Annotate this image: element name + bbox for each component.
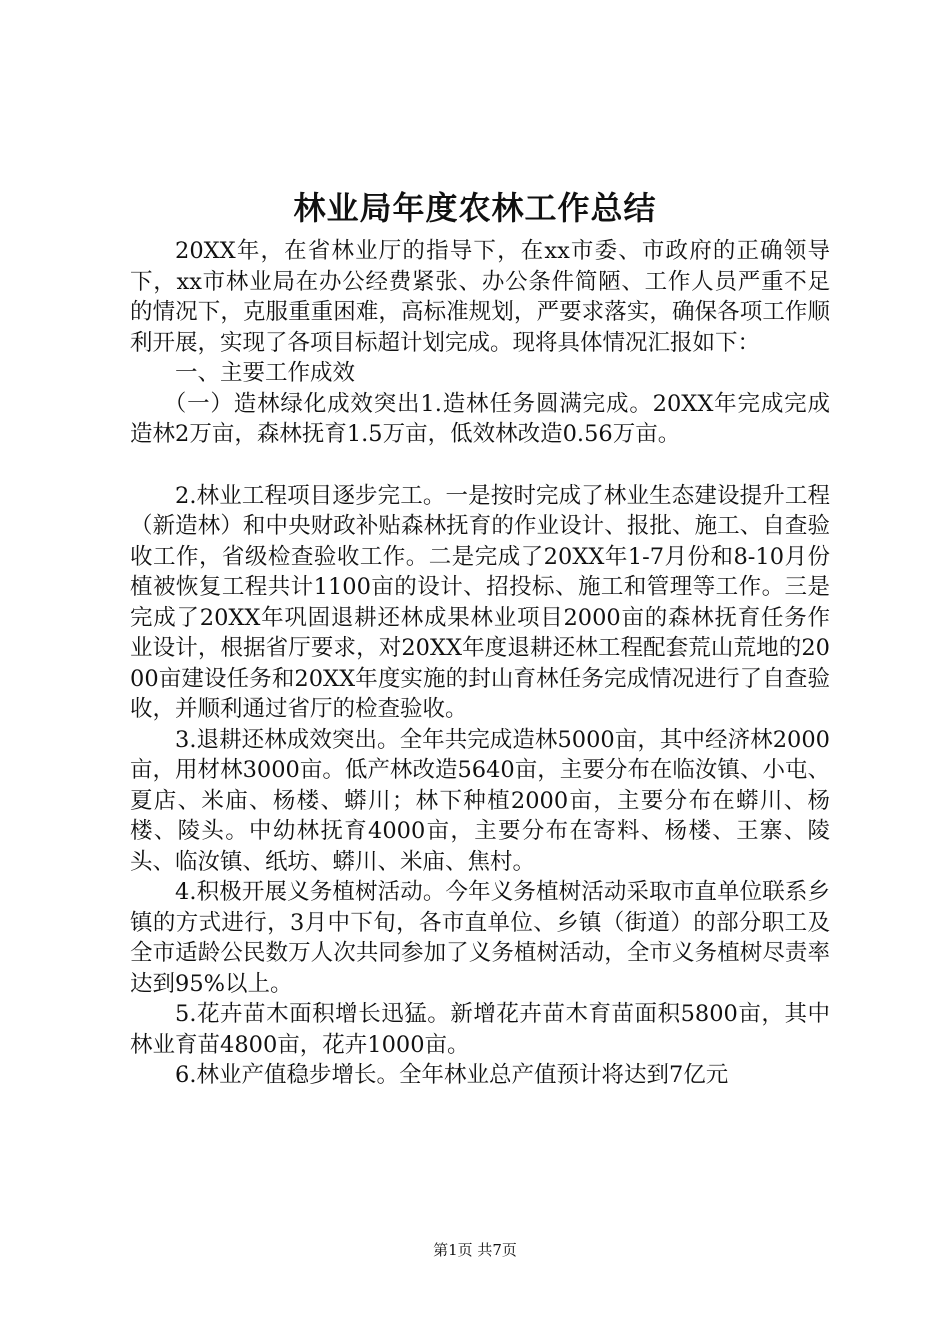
- body-paragraph: 6.林业产值稳步增长。全年林业总产值预计将达到7亿元: [175, 1062, 729, 1088]
- paragraph-spacer: [130, 450, 830, 481]
- document-title: 林业局年度农林工作总结: [293, 189, 657, 227]
- document-body: [130, 236, 830, 1091]
- body-paragraph: 5.花卉苗木面积增长迅猛。新增花卉苗木育苗面积5800亩，其中林业育苗4800亩，花卉1000亩。: [130, 1001, 830, 1058]
- page-footer: 第1页 共7页: [433, 1241, 517, 1259]
- intro-paragraph: 20XX年，在省林业厅的指导下，在xx市委、市政府的正确领导下，xx市林业局在办公经费紧张、办公条件简陋、工作人员严重不足的情况下，克服重重困难，高标准规划，严要求落实，确保各项工作顺利开展，实现了各项目标超计划完成。现将具体情况汇报如下：: [130, 238, 830, 356]
- body-paragraph: 3.退耕还林成效突出。全年共完成造林5000亩，其中经济林2000亩，用材林3000亩。低产林改造5640亩，主要分布在临汝镇、小屯、夏店、米庙、杨楼、蟒川；林下种植2000亩，主要分布在蟒川、杨楼、陵头。中幼林抚育4000亩，主要分布在寄料、杨楼、王寨、陵头、临汝镇、纸坊、蟒川、米庙、焦村。: [130, 726, 830, 875]
- subsection-paragraph: （一）造林绿化成效突出1.造林任务圆满完成。20XX年完成完成造林2万亩，森林抚育1.5万亩，低效林改造0.56万亩。: [130, 390, 830, 447]
- body-paragraph: 4.积极开展义务植树活动。今年义务植树活动采取市直单位联系乡镇的方式进行，3月中下旬，各市直单位、乡镇（街道）的部分职工及全市适龄公民数万人次共同参加了义务植树活动，全市义务植树尽责率达到95%以上。: [130, 879, 830, 997]
- body-paragraph: 2.林业工程项目逐步完工。一是按时完成了林业生态建设提升工程（新造林）和中央财政补贴森林抚育的作业设计、报批、施工、自查验收工作，省级检查验收工作。二是完成了20XX年1-7月份和8-10月份植被恢复工程共计1100亩的设计、招投标、施工和管理等工作。三是完成了20XX年巩固退耕还林成果林业项目2000亩的森林抚育任务作业设计，根据省厅要求，对20XX年度退耕还林工程配套荒山荒地的2000亩建设任务和20XX年度实施的封山育林任务完成情况进行了自查验收，并顺利通过省厅的检查验收。: [130, 482, 830, 722]
- section-heading: 一、主要工作成效: [175, 360, 356, 386]
